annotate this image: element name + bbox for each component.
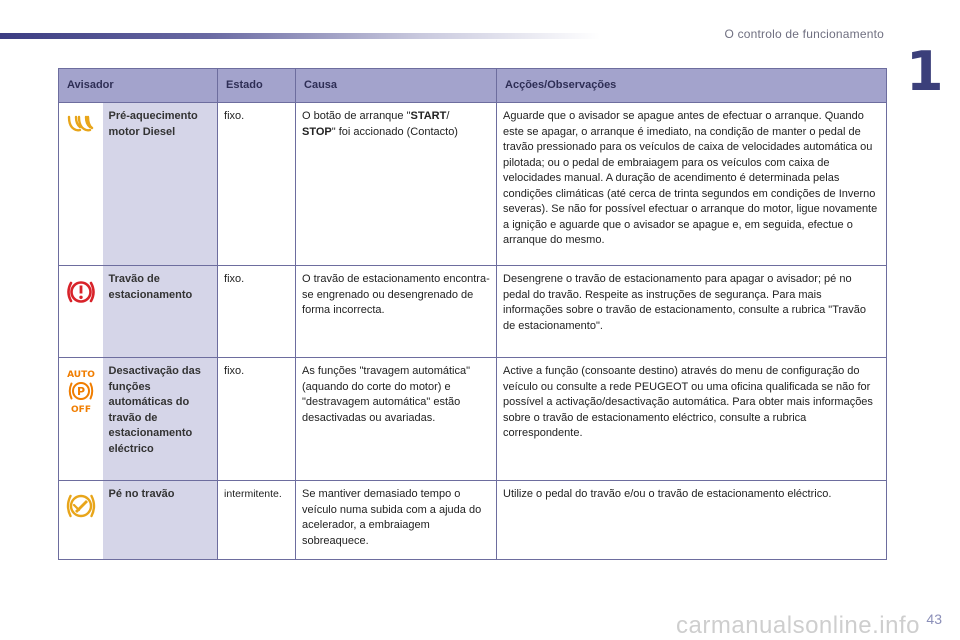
cause-bold-start: START xyxy=(410,110,447,122)
svg-text:OFF: OFF xyxy=(70,405,91,414)
warning-action: Aguarde que o avisador se apague antes de efectuar o arranque. Quando este se apagar, o arranque é imediato, na condição de manter o pedal de travão pressionado para os veículos de caixa de velocidades automática ou pilotada; ou o pedal de embraiagem para os veículos com caixa de velocidades manual. A duração de acendimento é determinada pelas condições climáticas (até cerca de trinta segundos em condições de Inverno severas). Se não for possível efectuar o arranque do motor, ligue novamente a ignição e aguarde que o avisador se apague e, em seguida, efectue o arranque do mesmo. xyxy=(497,103,887,266)
cause-separator: / xyxy=(446,110,450,122)
column-header-actions: Acções/Observações xyxy=(497,69,887,103)
column-header-state: Estado xyxy=(218,69,296,103)
warning-cause: O travão de estacionamento encontra-se engrenado ou desengrenado de forma incorrecta. xyxy=(296,266,497,358)
auto-park-off-icon xyxy=(65,368,97,414)
warning-name: Pré-aquecimento motor Diesel xyxy=(103,103,218,266)
icon-cell xyxy=(59,481,103,560)
parking-brake-warning-icon xyxy=(65,276,97,308)
warning-name: Desactivação das funções automáticas do travão de estacionamento eléctrico xyxy=(103,358,218,481)
page-number: 43 xyxy=(926,611,942,627)
glow-plug-preheating-icon xyxy=(66,113,96,133)
warning-lights-table xyxy=(58,68,887,560)
warning-state: fixo. xyxy=(218,266,296,358)
warning-cause: As funções "travagem automática" (aquando do corte do motor) e "destravagem automática" estão desactivadas ou avariadas. xyxy=(296,358,497,481)
table-row xyxy=(59,103,887,266)
chapter-number: 1 xyxy=(906,40,944,103)
warning-state: fixo. xyxy=(218,103,296,266)
svg-text:P: P xyxy=(76,385,85,398)
icon-cell xyxy=(59,266,103,358)
warning-cause xyxy=(296,103,497,266)
header-gradient-bar xyxy=(0,33,600,39)
column-header-warning: Avisador xyxy=(59,69,218,103)
table-row xyxy=(59,266,887,358)
warning-action: Utilize o pedal do travão e/ou o travão de estacionamento eléctrico. xyxy=(497,481,887,560)
warning-name: Pé no travão xyxy=(103,481,218,560)
cause-bold-stop: STOP xyxy=(302,125,332,138)
warning-cause: Se mantiver demasiado tempo o veículo numa subida com a ajuda do acelerador, a embraiagem sobreaquece. xyxy=(296,481,497,560)
icon-cell xyxy=(59,103,103,266)
table-row xyxy=(59,358,887,481)
table-header-row xyxy=(59,69,887,103)
icon-cell xyxy=(59,358,103,481)
column-header-cause: Causa xyxy=(296,69,497,103)
watermark: carmanualsonline.info xyxy=(676,612,920,639)
cause-text-end: " foi accionado (Contacto) xyxy=(331,125,458,138)
warning-action: Active a função (consoante destino) através do menu de configuração do veículo ou consulte a rede PEUGEOT ou uma oficina qualificada se não for possível a activação/desactivação automática. Para obter mais informações sobre o travão de estacionamento eléctrico, consulte a rubrica correspondente. xyxy=(497,358,887,481)
svg-text:AUTO: AUTO xyxy=(66,370,95,380)
warning-name: Travão de estacionamento xyxy=(103,266,218,358)
foot-on-brake-icon xyxy=(65,491,97,521)
cause-text: O botão de arranque " xyxy=(302,110,411,122)
section-title: O controlo de funcionamento xyxy=(724,27,884,41)
table-row xyxy=(59,481,887,560)
warning-state: fixo. xyxy=(218,358,296,481)
warning-action: Desengrene o travão de estacionamento para apagar o avisador; pé no pedal do travão. Respeite as instruções de segurança. Para mais informações sobre o travão de estacionamento, consulte a rubrica "Travão de estacionamento". xyxy=(497,266,887,358)
warning-state: intermitente. xyxy=(218,481,296,560)
